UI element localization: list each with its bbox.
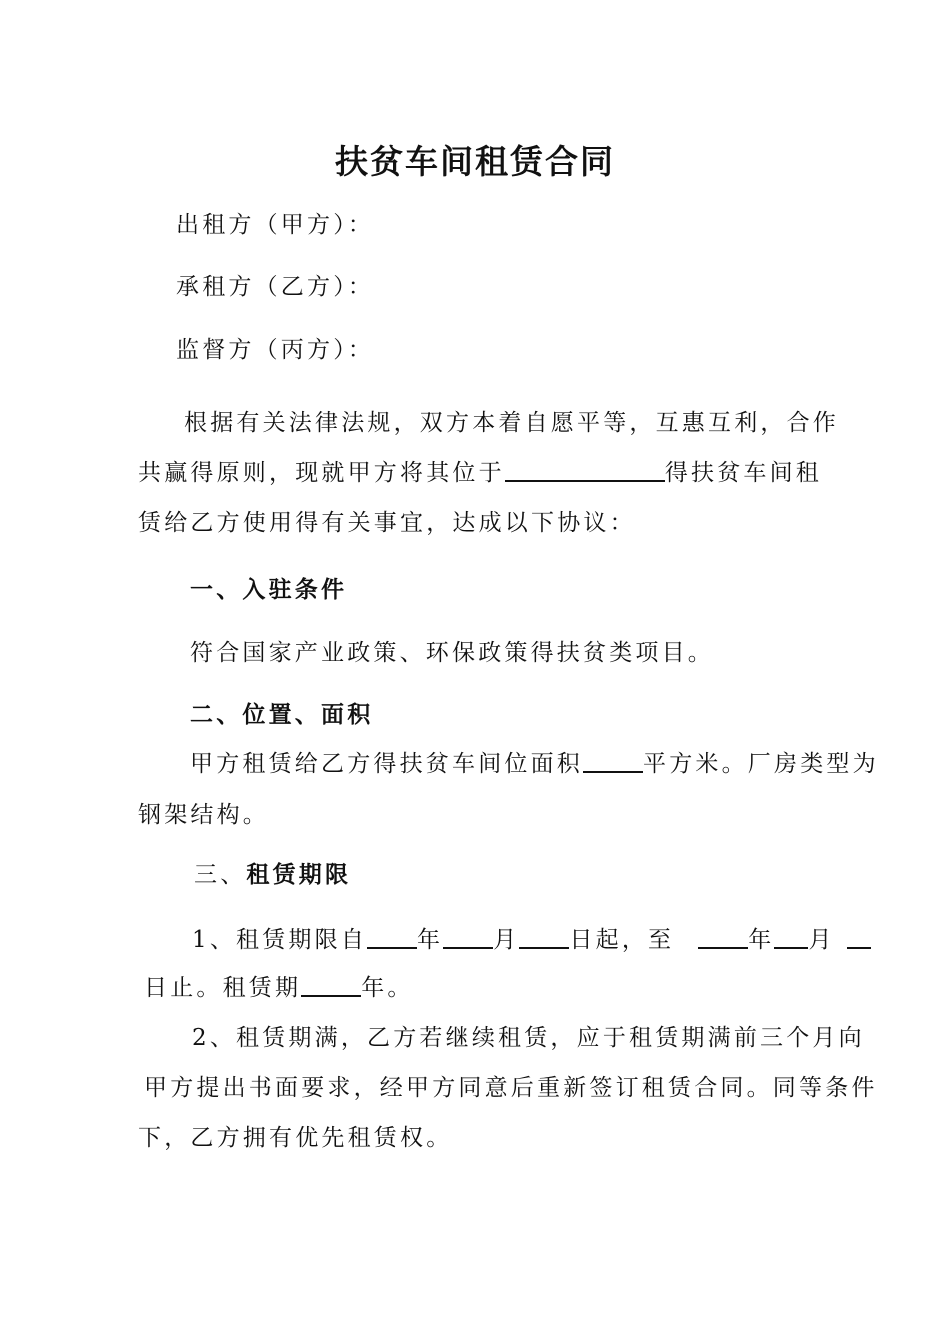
section-1-body: 符合国家产业政策、环保政策得扶贫类项目。 <box>190 640 714 666</box>
end-month-blank <box>774 925 808 949</box>
term-item-1-line-2 <box>144 973 414 1003</box>
start-month-blank <box>443 925 493 949</box>
section-3-heading-number: 三、 <box>194 862 247 888</box>
term-item-2-line-1: 2、租赁期满，乙方若继续租赁，应于租赁期满前三个月向 <box>192 1025 865 1051</box>
preamble-line-2-start: 共赢得原则，现就甲方将其位于 <box>138 460 505 486</box>
section-2-heading: 二、位置、面积 <box>190 701 374 728</box>
start-year-label: 年 <box>417 927 444 953</box>
term-item-1-line-1 <box>192 925 871 955</box>
section-2-body-line-2: 钢架结构。 <box>138 802 269 828</box>
party-lessor: 出租方（甲方）： <box>176 212 375 238</box>
section-1-heading: 一、入驻条件 <box>190 576 348 603</box>
party-lessee: 承租方（乙方）： <box>176 274 375 300</box>
end-year-blank <box>698 925 748 949</box>
term-start-prefix: 1、租赁期限自 <box>192 927 368 953</box>
start-day-blank <box>519 925 569 949</box>
location-blank <box>505 458 665 482</box>
start-month-label: 月 <box>493 927 520 953</box>
document-title: 扶贫车间租赁合同 <box>335 142 615 181</box>
section-3-heading <box>194 860 351 890</box>
area-blank <box>583 749 643 773</box>
start-day-label: 日起，至 <box>569 927 675 953</box>
term-item-2-line-2: 甲方提出书面要求，经甲方同意后重新签订租赁合同。同等条件 <box>144 1075 878 1101</box>
end-day-blank <box>847 925 871 949</box>
section-2-body-line-1 <box>190 749 879 779</box>
end-month-label: 月 <box>808 927 835 953</box>
term-years-label: 年。 <box>361 975 414 1001</box>
end-year-label: 年 <box>748 927 775 953</box>
preamble-line-3: 赁给乙方使用得有关事宜，达成以下协议： <box>138 510 636 536</box>
party-supervisor: 监督方（丙方）： <box>176 337 375 363</box>
section-2-body-start: 甲方租赁给乙方得扶贫车间位面积 <box>190 751 583 777</box>
preamble-line-2 <box>138 458 822 488</box>
term-end-text: 日止。租赁期 <box>144 975 302 1001</box>
preamble-line-1: 根据有关法律法规，双方本着自愿平等，互惠互利，合作 <box>184 410 839 436</box>
term-item-2-line-3: 下，乙方拥有优先租赁权。 <box>138 1125 453 1151</box>
term-years-blank <box>301 973 361 997</box>
start-year-blank <box>367 925 417 949</box>
preamble-line-2-end: 得扶贫车间租 <box>664 460 823 486</box>
section-2-body-end: 平方米。厂房类型为 <box>643 751 879 777</box>
section-3-heading-text: 租赁期限 <box>246 861 352 888</box>
